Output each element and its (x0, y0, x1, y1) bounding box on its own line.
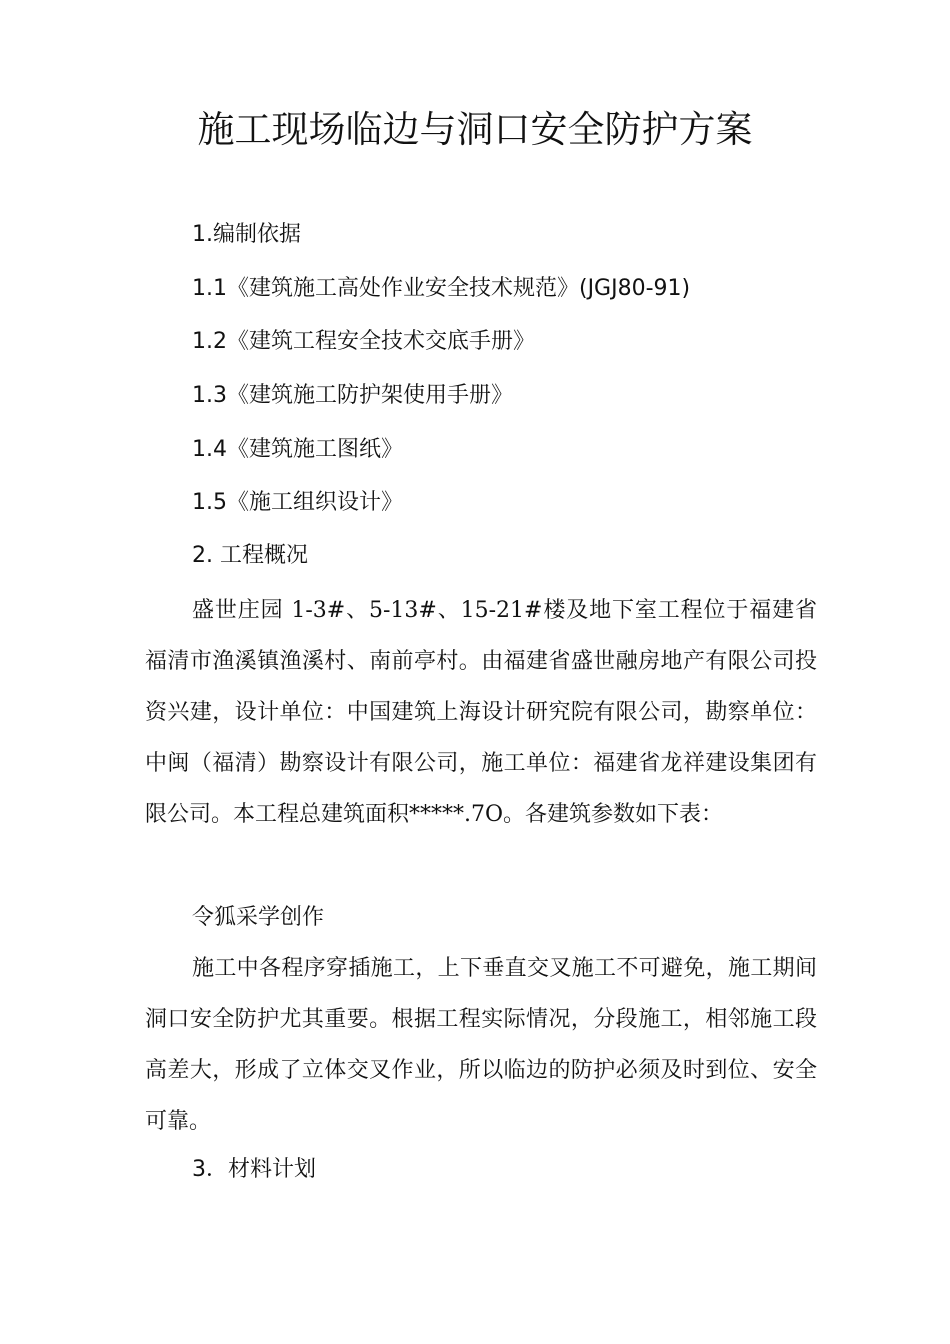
author-line: 令狐采学创作 (192, 905, 325, 930)
section-heading-basis: 1.编制依据 (192, 222, 301, 247)
safety-paragraph: 施工中各程序穿插施工，上下垂直交叉施工不可避免，施工期间洞口安全防护尤其重要。根据工程实际情况，分段施工，相邻施工段高差大，形成了立体交叉作业，所以临边的防护必须及时到位、安全可靠。 (145, 956, 817, 1134)
document-title: 施工现场临边与洞口安全防护方案 (197, 108, 753, 151)
reference-item-1-3: 1.3《建筑施工防护架使用手册》 (192, 383, 513, 408)
reference-item-1-4: 1.4《建筑施工图纸》 (192, 437, 403, 462)
overview-paragraph: 盛世庄园 1-3#、5-13#、15-21#楼及地下室工程位于福建省福清市渔溪镇渔溪村、南前亭村。由福建省盛世融房地产有限公司投资兴建，设计单位：中国建筑上海设计研究院有限公司，勘察单位：中闽（福清）勘察设计有限公司，施工单位：福建省龙祥建设集团有限公司。本工程总建筑面积*****.7O。各建筑参数如下表： (145, 598, 817, 827)
section-heading-overview: 2. 工程概况 (192, 543, 308, 568)
section-heading-materials: 3．材料计划 (192, 1157, 316, 1182)
reference-item-1-1: 1.1《建筑施工高处作业安全技术规范》(JGJ80-91) (192, 276, 691, 301)
reference-item-1-2: 1.2《建筑工程安全技术交底手册》 (192, 329, 535, 354)
reference-item-1-5: 1.5《施工组织设计》 (192, 490, 403, 515)
